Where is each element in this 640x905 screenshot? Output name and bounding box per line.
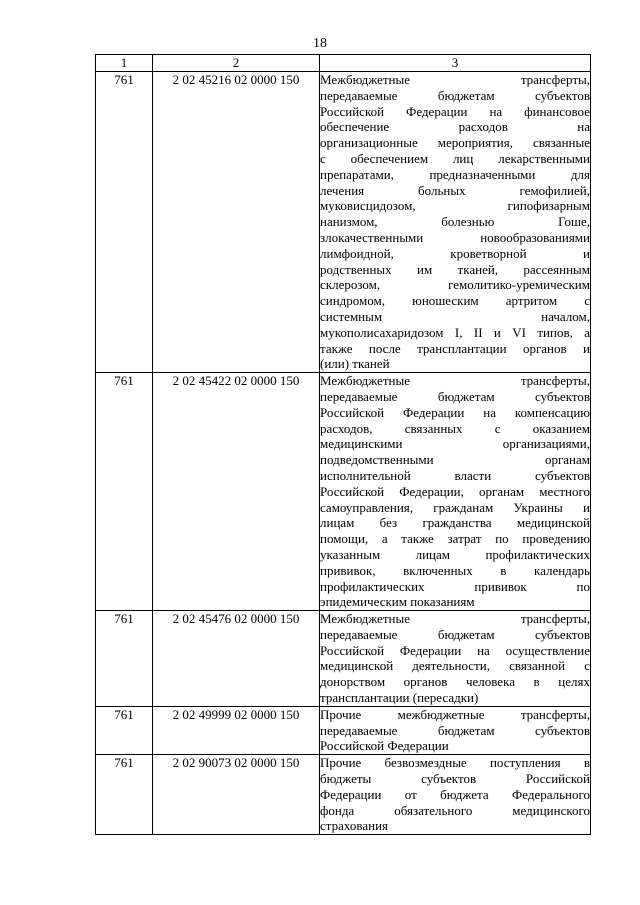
description-line: донорством органов человека в целях bbox=[320, 674, 590, 690]
description-line: Прочие безвозмездные поступления в bbox=[320, 755, 590, 771]
description-line: также после трансплантации органов и bbox=[320, 340, 590, 356]
admin-code-cell: 761 bbox=[96, 611, 153, 707]
description-line: расходов, связанных с оказанием bbox=[320, 420, 590, 436]
description-line: родственных им тканей, рассеянным bbox=[320, 261, 590, 277]
table-header bbox=[96, 55, 591, 72]
description-line: препаратами, предназначенными для bbox=[320, 166, 590, 182]
admin-code-cell: 761 bbox=[96, 706, 153, 754]
description-line: Межбюджетные трансферты, bbox=[320, 72, 590, 87]
admin-code-cell: 761 bbox=[96, 373, 153, 611]
page-number: 18 bbox=[313, 36, 327, 51]
description-line: медицинской деятельности, связанной с bbox=[320, 658, 590, 674]
description-cell bbox=[320, 611, 591, 707]
table-body bbox=[96, 72, 591, 835]
description-line: Федерации от бюджета Федерального bbox=[320, 786, 590, 802]
description-line: самоуправления, гражданам Украины и bbox=[320, 499, 590, 515]
column-header-1: 1 bbox=[96, 55, 153, 72]
description-line: системным началом, bbox=[320, 308, 590, 324]
revenue-codes-table bbox=[95, 54, 591, 835]
description-line: обеспечение расходов на bbox=[320, 119, 590, 135]
budget-classification-code-cell: 2 02 90073 02 0000 150 bbox=[153, 755, 320, 835]
table-row bbox=[96, 72, 591, 373]
description-line: профилактических прививок по bbox=[320, 578, 590, 594]
description-line: передаваемые бюджетам субъектов bbox=[320, 388, 590, 404]
description-line: фонда обязательного медицинского bbox=[320, 802, 590, 818]
description-cell bbox=[320, 706, 591, 754]
description-line: передаваемые бюджетам субъектов bbox=[320, 87, 590, 103]
description-line: лицам без гражданства медицинской bbox=[320, 515, 590, 531]
description-line: Российской Федерации, органам местного bbox=[320, 483, 590, 499]
description-line: склерозом, гемолитико-уремическим bbox=[320, 277, 590, 293]
description-line: трансплантации (пересадки) bbox=[320, 690, 479, 706]
table-row bbox=[96, 706, 591, 754]
description-line: страхования bbox=[320, 818, 389, 834]
budget-classification-code-cell: 2 02 45216 02 0000 150 bbox=[153, 72, 320, 373]
table-row bbox=[96, 373, 591, 611]
description-line: лечения больных гемофилией, bbox=[320, 182, 590, 198]
column-header-3: 3 bbox=[320, 55, 591, 72]
description-line: передаваемые бюджетам субъектов bbox=[320, 626, 590, 642]
table-row bbox=[96, 755, 591, 835]
description-line: лимфоидной, кроветворной и bbox=[320, 245, 590, 261]
description-line: передаваемые бюджетам субъектов bbox=[320, 722, 590, 738]
description-cell bbox=[320, 373, 591, 611]
description-line: Российской Федерации на компенсацию bbox=[320, 404, 590, 420]
description-line: медицинскими организациями, bbox=[320, 436, 590, 452]
column-header-2: 2 bbox=[153, 55, 320, 72]
description-line: бюджеты субъектов Российской bbox=[320, 771, 590, 787]
description-cell bbox=[320, 72, 591, 373]
admin-code-cell: 761 bbox=[96, 755, 153, 835]
description-line: нанизмом, болезнью Гоше, bbox=[320, 214, 590, 230]
description-line: подведомственными органам bbox=[320, 452, 590, 468]
description-line: с обеспечением лиц лекарственными bbox=[320, 150, 590, 166]
description-line: Российской Федерации bbox=[320, 738, 449, 754]
description-line: эпидемическим показаниям bbox=[320, 594, 475, 610]
description-cell bbox=[320, 755, 591, 835]
header-row bbox=[96, 55, 591, 72]
description-line: помощи, а также затрат по проведению bbox=[320, 531, 590, 547]
description-line: (или) тканей bbox=[320, 356, 390, 372]
description-line: Российской Федерации на осуществление bbox=[320, 642, 590, 658]
description-line: синдромом, юношеским артритом с bbox=[320, 293, 590, 309]
description-line: Прочие межбюджетные трансферты, bbox=[320, 706, 590, 722]
description-line: муковисцидозом, гипофизарным bbox=[320, 198, 590, 214]
description-line: Межбюджетные трансферты, bbox=[320, 373, 590, 389]
admin-code-cell: 761 bbox=[96, 72, 153, 373]
budget-classification-code-cell: 2 02 45422 02 0000 150 bbox=[153, 373, 320, 611]
description-line: мукополисахаридозом I, II и VI типов, а bbox=[320, 324, 590, 340]
description-line: организационные мероприятия, связанные bbox=[320, 135, 590, 151]
description-line: Межбюджетные трансферты, bbox=[320, 611, 590, 627]
budget-classification-code-cell: 2 02 49999 02 0000 150 bbox=[153, 706, 320, 754]
description-line: злокачественными новообразованиями bbox=[320, 229, 590, 245]
description-line: Российской Федерации на финансовое bbox=[320, 103, 590, 119]
description-line: прививок, включенных в календарь bbox=[320, 562, 590, 578]
budget-classification-code-cell: 2 02 45476 02 0000 150 bbox=[153, 611, 320, 707]
description-line: указанным лицам профилактических bbox=[320, 546, 590, 562]
table-row bbox=[96, 611, 591, 707]
description-line: исполнительной власти субъектов bbox=[320, 467, 590, 483]
